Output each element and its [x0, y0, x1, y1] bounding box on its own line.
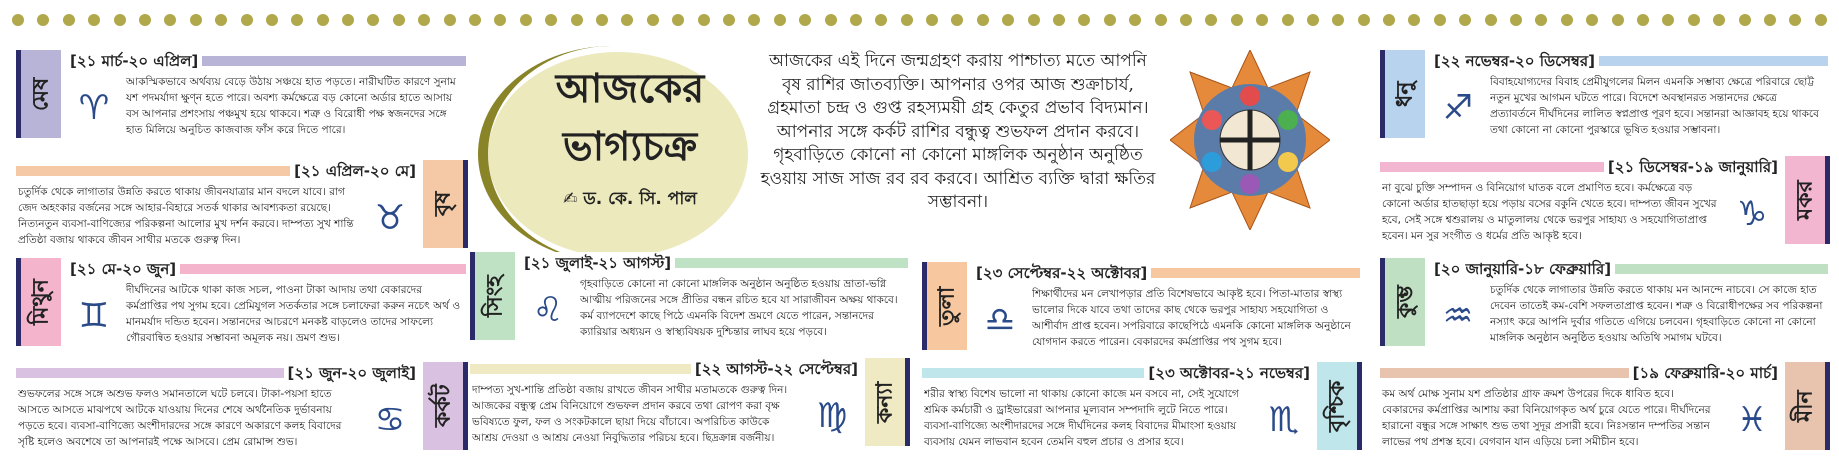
border-dot — [1053, 14, 1065, 26]
title-line-2: ভাগ্যচক্র — [562, 123, 698, 170]
zodiac-2-icon: ♉ — [374, 198, 406, 238]
border-dot — [1688, 14, 1700, 26]
border-dot — [1510, 14, 1522, 26]
border-dot — [1535, 14, 1547, 26]
sign-name: বৃষ — [423, 160, 463, 248]
sign-block — [16, 258, 468, 352]
sign-date-range: [২১ এপ্রিল-২০ মে] — [290, 160, 420, 185]
border-dot — [1764, 14, 1776, 26]
sign-name: ধনু — [1385, 50, 1425, 138]
border-dot — [1662, 14, 1674, 26]
border-dot — [1205, 14, 1217, 26]
zodiac-4-icon: ♋ — [374, 400, 406, 440]
sign-date-range: [২২ নভেম্বর-২০ ডিসেম্বর] — [1430, 50, 1599, 75]
sign-stripe — [905, 358, 910, 446]
sign-stripe — [1357, 362, 1362, 450]
border-dot — [1637, 14, 1649, 26]
border-dot — [1789, 14, 1801, 26]
sign-date-range: [২৩ সেপ্টেম্বর-২২ অক্টোবর] — [972, 262, 1151, 287]
border-dot — [951, 14, 963, 26]
sign-date-range: [২৩ অক্টোবর-২১ নভেম্বর] — [1144, 362, 1314, 387]
border-dot — [774, 14, 786, 26]
sign-stripe — [1825, 156, 1830, 244]
sign-name: বৃশ্চিক — [1317, 362, 1357, 450]
intro-paragraph: আজকের এই দিনে জন্মগ্রহণ করায় পাশ্চাত্য মতে আপনি বৃষ রাশির জাতব্যক্তি। আপনার ওপর আজ শুক্রাচার্য, গ্রহমাতা চন্দ্র ও গুপ্ত রহস্যময়ী গ্রহ কেতুর প্রভাব বিদ্যমান। আপনার সঙ্গে কর্কট রাশির বন্ধুত্ব শুভফল প্রদান করবে। গৃহবাড়িতে কোনো না কোনো মাঙ্গলিক অনুষ্ঠান অনুষ্ঠিত হওয়ায় সাজ সাজ রব রব করবে। আশ্রিত ব্যক্তি দ্বারা ক্ষতির সম্ভাবনা। — [760, 51, 1156, 212]
border-dot — [672, 14, 684, 26]
sign-block — [470, 252, 910, 346]
sign-name: তুলা — [927, 262, 967, 350]
sign-forecast-text: শরীর স্বাস্থ্য বিশেষ ভালো না থাকায় কোনো কাজে মন বসবে না, সেই সুযোগে শ্রমিক কর্মচারী ও ড্রাইভারেরা আপনার মূল্যবান সম্পদাদি লুটে নিতে পারে। ব্যবসা-বাণিজ্যে অংশীদারদের সঙ্গে দীর্ঘদিনের কলহ বিবাদের মীমাংসা হওয়ায় ব্যবসায় যেমন লাভবান হবেন তেমনি বহুল প্রচার ও প্রসার হবে। — [924, 388, 1239, 448]
border-dot — [1612, 14, 1624, 26]
border-dot — [647, 14, 659, 26]
sign-block — [16, 50, 468, 144]
border-dot — [12, 14, 24, 26]
border-dot — [1739, 14, 1751, 26]
border-dot — [1358, 14, 1370, 26]
border-dot — [545, 14, 557, 26]
border-dot — [317, 14, 329, 26]
sign-forecast-text: কম অর্থ মোক্ষ সুনাম যশ প্রতিষ্ঠার গ্রাফ ক্রমশ উপরের দিকে ধাবিত হবে। বেকারদের কর্মপ্রাপ্তির আশায় করা বিনিয়োগকৃত অর্থ চুরে যেতে পারে। দীর্ঘদিনের হারানো বন্ধুর সঙ্গে সাক্ষাৎ শুভ তথা সুদূর প্রসারী হবে। নিঃসন্তান দম্পতির সন্তান লাভের পথ প্রশস্ত হবে। বেগবান যান এড়িয়ে চলা সমীচীন হবে। — [1382, 388, 1711, 448]
sign-forecast-text: না বুঝে চুক্তি সম্পাদন ও বিনিয়োগ ঘাতক বলে প্রমাণিত হবে। কর্মক্ষেত্রে বড় কোনো অর্ডার হাতছাড়া হয়ে পড়ায় বসের বকুনি খেতে হবে। দাম্পত্য জীবন সুখের হবে, সেই সঙ্গে শ্বশুরালয় ও মাতুলালয় থেকে ভরপুর সাহায্য ও সহযোগিতাপ্রাপ্ত হবেন। মন সুর সংগীত ও ধর্মের প্রতি আকৃষ্ট হবে। — [1382, 182, 1717, 242]
border-dot — [139, 14, 151, 26]
sign-forecast-text: শিক্ষার্থীদের মন লেখাপড়ার প্রতি বিশেষভাবে আকৃষ্ট হবে। পিতা-মাতার স্বাস্থ্য ভালোর দিকে যাবে তথা তাদের কাছ থেকে ভরপুর সাহায্য সহযোগিতা ও আশীর্বাদ প্রাপ্ত হবেন। সপরিবারে কাছেপিঠে এমনকি কোনো মাঙ্গলিক অনুষ্ঠানে যোগদান করতে পারেন। বেকারদের কর্মপ্রাপ্তির পথ সুগম হবে। — [1032, 288, 1351, 348]
border-dot — [367, 14, 379, 26]
sign-stripe — [463, 362, 468, 450]
sign-block — [1380, 156, 1830, 250]
sign-block — [1380, 362, 1830, 456]
border-dot — [393, 14, 405, 26]
author-text: ড. কে. সি. পাল — [583, 189, 697, 209]
sign-block — [922, 362, 1362, 456]
sign-forecast-text: বিবাহযোগ্যদের বিবাহ প্রেমীযুগলের মিলন এমনকি সম্ভাব্য ক্ষেত্রে পরিবারে ছোট্ট নতুন মুখের আগমন ঘটতে পারে। বিদেশে অবস্থানরত সন্তানদের ক্ষেত্রে প্রত্যাবর্তনে দীর্ঘদিনের লালিত স্বপ্নপ্রাপ্ত পূরণ হবে। সন্তানরা আজ্ঞাবহ হয়ে থাকবে তথা কোনো না কোনো পুরস্কারে ভূষিত হওয়ার সম্ভাবনা। — [1490, 76, 1819, 136]
sign-name: মকর — [1785, 156, 1825, 244]
border-dot — [799, 14, 811, 26]
sign-forecast-text: চতুর্দিক থেকে লাগাতার উন্নতি করতে থাকায় জীবনযাত্রার মান বদলে যাবে। রাগ জেদ অহংকার বর্জনের সঙ্গে আহার-বিহারে সতর্ক থাকার আবশ্যকতা রয়েছে। নিত্যনতুন ব্যবসা-বাণিজ্যের পরিকল্পনা আলোর মুখ দর্শন করবে। দাম্পত্য সুখ শান্তি প্রতিষ্ঠা বজায় থাকবে জীবন সাথীর মতকে গুরুত্ব দিন। — [18, 186, 354, 246]
border-dot — [1307, 14, 1319, 26]
border-dot — [190, 14, 202, 26]
border-dot — [1231, 14, 1243, 26]
sign-date-range: [২১ মে-২০ জুন] — [66, 258, 180, 283]
border-dot — [875, 14, 887, 26]
author-name: ✍ ড. কে. সি. পাল — [563, 189, 697, 209]
sign-forecast-text: শুভফলের সঙ্গে সঙ্গে অশুভ ফলও সমানতালে ঘটে চলবে। টাকা-পয়সা হাতে আসতে আসতে মাঝপথে আটকে যাওয়ায় দিনের শেষে অর্থনৈতিক দুর্ভাবনায় পড়তে হবে। ব্যবসা-বাণিজ্যে অংশীদারদের সঙ্গে কারণে অকারণে কলহ বিবাদের সৃষ্টি হলেও অবশেষে তা আপনারই পক্ষে আসবে। প্রেম রোমান্স শুভ। — [18, 388, 342, 448]
sign-stripe — [463, 160, 468, 248]
sign-forecast-text: চতুর্দিক থেকে লাগাতার উন্নতি করতে থাকায় মন আনন্দে নাচবে। সে কাজে হাত দেবেন তাতেই কম-বেশি সফলতাপ্রাপ্ত হবেন। শত্রু ও বিরোধীপক্ষের সব পরিকল্পনা নস্যাৎ করে আপনি দুর্বার গতিতে এগিয়ে চলবেন। গৃহবাড়িতে কোনো না কোনো মাঙ্গলিক অনুষ্ঠান অনুষ্ঠিত হওয়ায় অতিথি সমাগম ঘটবে। — [1490, 284, 1823, 344]
border-dot — [444, 14, 456, 26]
sign-forecast-text: দীর্ঘদিনের আটকে থাকা কাজ সচল, পাওনা টাকা আদায় তথা বেকারদের কর্মপ্রাপ্তির পথ সুগম হবে। প্রেমিযুগল সতর্কতার সঙ্গে চলাফেরা করুন নচেৎ অর্থ ও মানমর্যাদ দন্ডিত হবেন। সন্তানদের আচরণে মনকষ্ট বাড়লেও তাদের সাফল্যে গৌরবান্বিত হওয়ার সম্ভাবনা অমূলক নয়। ভ্রমণ শুভ। — [126, 284, 461, 344]
sign-forecast-text: আকস্মিকভাবে অর্থব্যয় বেড়ে উঠায় সঞ্চয়ে হাত পড়তে। নারীঘটিত কারণে সুনাম যশ পদমর্যাদা ক্ষুণ্ন হতে পারে। অবশ্য কর্মক্ষেত্রে বড় কোনো অর্ডার হাতে আসায় বস আপনার প্রশংসায় পঞ্চমুখ হয়ে থাকবে। শত্রু ও বিরোধী পক্ষ স্বজনদের সঙ্গে হাত মিলিয়ে অনুচিত কাজবাজ ফাঁস করে দিতে পারে। — [126, 76, 456, 136]
border-dot — [1129, 14, 1141, 26]
sign-name: সিংহ — [475, 252, 515, 340]
sign-date-range: [২০ জানুয়ারি-১৮ ফেব্রুয়ারি] — [1430, 258, 1615, 283]
zodiac-9-icon: ♐ — [1442, 88, 1474, 128]
border-dot — [1256, 14, 1268, 26]
border-dot — [825, 14, 837, 26]
sign-date-range: [২১ জুন-২০ জুলাই] — [284, 362, 421, 387]
zodiac-1-icon: ♈ — [78, 88, 110, 128]
sign-block — [1380, 50, 1830, 144]
border-dot — [1155, 14, 1167, 26]
border-dot — [291, 14, 303, 26]
border-dot — [215, 14, 227, 26]
zodiac-5-icon: ♌ — [532, 290, 564, 330]
border-dot — [977, 14, 989, 26]
sign-forecast-text: গৃহবাড়িতে কোনো না কোনো মাঙ্গলিক অনুষ্ঠান অনুষ্ঠিত হওয়ায় ভ্রাতা-ভগ্নি আত্মীয় পরিজনের সঙ্গে প্রীতির বন্ধন রচিত হবে যা সারাজীবন অক্ষয় থাকবে। কর্ম ব্যাপদেশে কাছে পিঠে এমনকি বিদেশ ভ্রমণে যেতে পারেন, সন্তানদের ক্যারিয়ার অধ্যয়ন ও স্বাস্থ্যবিষয়ক দুশ্চিন্তার লাঘব হয়ে পড়বে। — [580, 278, 898, 338]
border-dot — [1180, 14, 1192, 26]
border-dot — [63, 14, 75, 26]
sign-name: মিথুন — [21, 258, 61, 346]
border-dot — [88, 14, 100, 26]
sign-block — [470, 358, 910, 452]
sign-date-range: [২২ আগস্ট-২২ সেপ্টেম্বর] — [691, 358, 862, 383]
zodiac-wheel-image — [1170, 50, 1330, 230]
zodiac-6-icon: ♍ — [816, 396, 848, 436]
border-dot — [494, 14, 506, 26]
border-dot — [723, 14, 735, 26]
border-dot — [1002, 14, 1014, 26]
border-dot — [1078, 14, 1090, 26]
sign-block — [16, 160, 468, 254]
border-dot — [164, 14, 176, 26]
border-dot — [1434, 14, 1446, 26]
sign-name: কর্কট — [423, 362, 463, 450]
title-line-1: আজকের — [555, 65, 705, 112]
border-dot — [1332, 14, 1344, 26]
border-dot — [1408, 14, 1420, 26]
border-dot — [520, 14, 532, 26]
border-dot — [1383, 14, 1395, 26]
border-dot — [418, 14, 430, 26]
border-dot — [1586, 14, 1598, 26]
border-dot — [241, 14, 253, 26]
zodiac-7-icon: ♎ — [984, 300, 1016, 340]
border-dot — [571, 14, 583, 26]
border-dot — [1815, 14, 1827, 26]
sign-stripe — [1825, 362, 1830, 450]
zodiac-8-icon: ♏ — [1268, 400, 1300, 440]
sign-name: মীন — [1785, 362, 1825, 450]
sign-date-range: [২১ জুলাই-২১ আগস্ট] — [520, 252, 675, 277]
zodiac-12-icon: ♓ — [1736, 400, 1768, 440]
sign-name: কন্যা — [865, 358, 905, 446]
border-dot — [342, 14, 354, 26]
border-dot — [1459, 14, 1471, 26]
zodiac-10-icon: ♑ — [1736, 194, 1768, 234]
sign-date-range: [১৯ ফেব্রুয়ারি-২০ মার্চ] — [1629, 362, 1782, 387]
border-dot — [698, 14, 710, 26]
page-title — [520, 60, 740, 176]
sign-date-range: [২১ ডিসেম্বর-১৯ জানুয়ারি] — [1604, 156, 1782, 181]
border-dot — [1104, 14, 1116, 26]
zodiac-11-icon: ♒ — [1442, 296, 1474, 336]
border-dot — [621, 14, 633, 26]
sign-forecast-text: দাম্পত্য সুখ-শান্তি প্রতিষ্ঠা বজায় রাখতে জীবন সাথীর মতামতকে গুরুত্ব দিন। আজকের বন্ধুত্ব প্রেম বিনিয়োগে শুভফল প্রদান করবে তথা রোপণ করা বৃক্ষ ভবিষ্যতে ফুল, ফল ও সংকটকালে ছায়া দিয়ে বাঁচাবে। অপরিচিত কাউকে আশ্রয় দেওয়া ও আশ্রয় নেওয়া নিবুদ্ধিতার পরিচয় হবে। ছিদ্রক্রান্ন বর্জনীয়। — [472, 384, 788, 444]
sign-date-range: [২১ মার্চ-২০ এপ্রিল] — [66, 50, 202, 75]
sign-name: মেষ — [21, 50, 61, 138]
border-dot — [926, 14, 938, 26]
border-dot — [469, 14, 481, 26]
border-dot — [1282, 14, 1294, 26]
border-dot — [1485, 14, 1497, 26]
border-dot — [596, 14, 608, 26]
border-dot — [1561, 14, 1573, 26]
border-dot — [850, 14, 862, 26]
border-dot — [748, 14, 760, 26]
top-dotted-border — [0, 14, 1839, 28]
border-dot — [1028, 14, 1040, 26]
sign-name: কুম্ভ — [1385, 258, 1425, 346]
border-dot — [114, 14, 126, 26]
sign-block — [16, 362, 468, 456]
border-dot — [1713, 14, 1725, 26]
sign-block — [922, 262, 1362, 356]
sign-block — [1380, 258, 1830, 352]
zodiac-3-icon: ♊ — [78, 296, 110, 336]
border-dot — [901, 14, 913, 26]
border-dot — [37, 14, 49, 26]
border-dot — [266, 14, 278, 26]
